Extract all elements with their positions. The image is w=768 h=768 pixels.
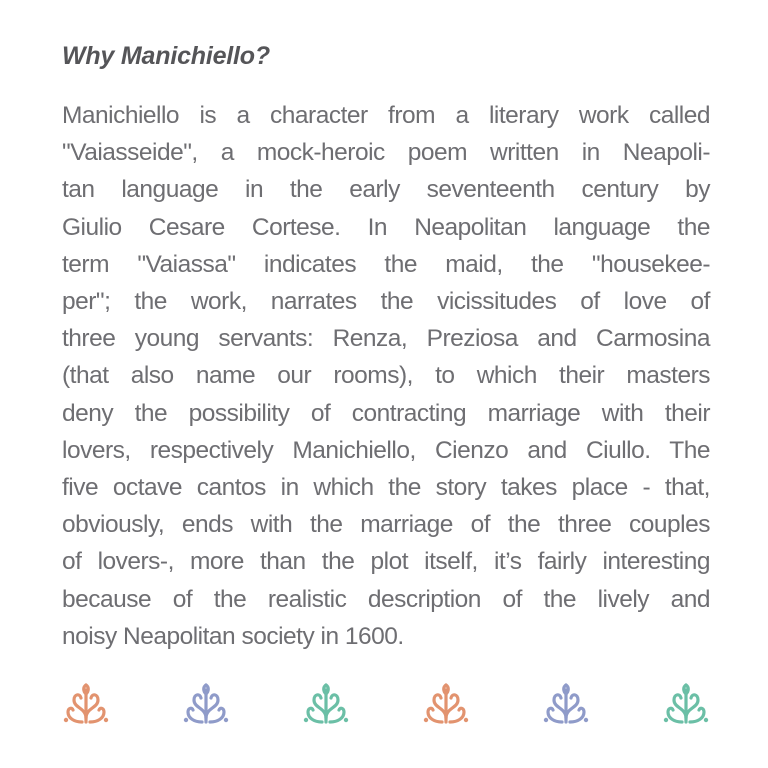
body-paragraph (62, 97, 710, 655)
paragraph-line: per"; the work, narrates the vicissitudes of love of (62, 288, 710, 316)
paragraph-line: lovers, respectively Manichiello, Cienzo and Ciullo. The (62, 436, 710, 464)
paragraph-line: of lovers-, more than the plot itself, it’s fairly interesting (62, 548, 710, 576)
floral-ornament-icon (62, 682, 110, 726)
paragraph-line: tan language in the early seventeenth century by (62, 176, 710, 204)
paragraph-line: "Vaiasseide", a mock-heroic poem written in Neapoli- (62, 139, 710, 167)
floral-ornament-icon (422, 682, 470, 726)
paragraph-line: because of the realistic description of the lively and (62, 585, 710, 613)
page-title: Why Manichiello? (62, 42, 270, 70)
floral-ornament-icon (542, 682, 590, 726)
paragraph-line: three young servants: Renza, Preziosa and Carmosina (62, 325, 710, 353)
floral-ornament-icon (302, 682, 350, 726)
paragraph-line: deny the possibility of contracting marriage with their (62, 399, 710, 427)
paragraph-line: obviously, ends with the marriage of the three couples (62, 511, 710, 539)
paragraph-line: term "Vaiassa" indicates the maid, the "housekee- (62, 250, 710, 278)
paragraph-line: (that also name our rooms), to which their masters (62, 362, 710, 390)
ornament-row (62, 682, 710, 726)
paragraph-line: Giulio Cesare Cortese. In Neapolitan language the (62, 213, 710, 241)
paragraph-line: Manichiello is a character from a literary work called (62, 102, 710, 129)
paragraph-line: five octave cantos in which the story takes place - that, (62, 474, 710, 502)
floral-ornament-icon (662, 682, 710, 726)
floral-ornament-icon (182, 682, 230, 726)
paragraph-line: noisy Neapolitan society in 1600. (62, 622, 404, 650)
